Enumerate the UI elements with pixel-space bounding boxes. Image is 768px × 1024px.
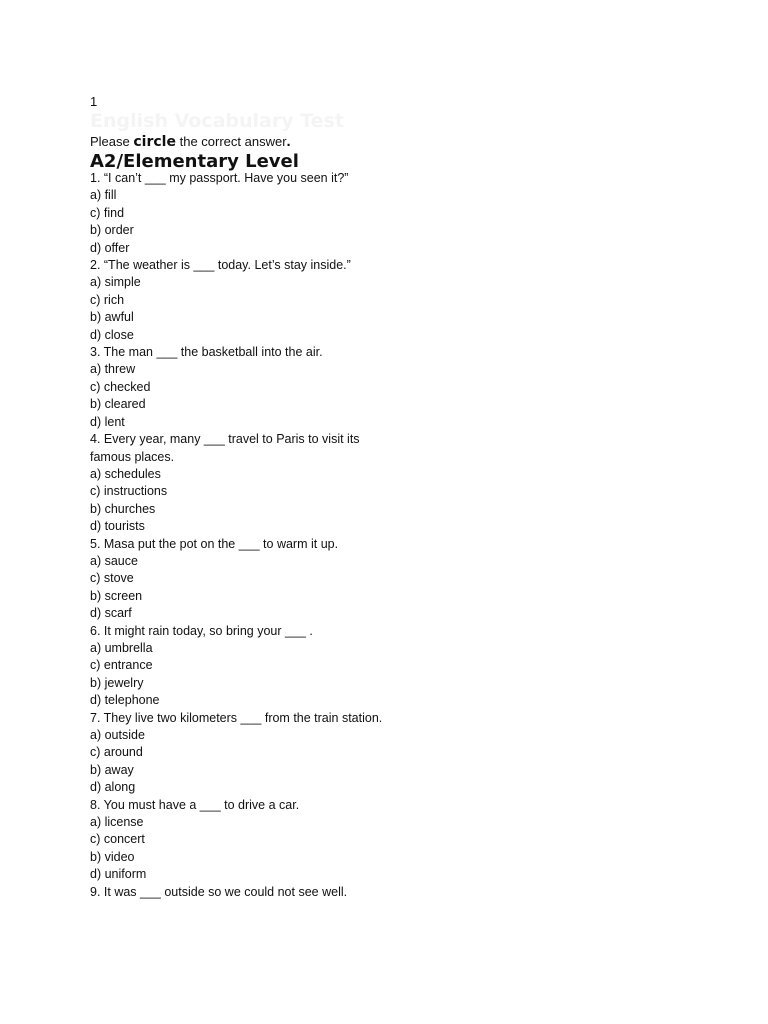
answer-option: a) fill [90,188,117,203]
question-text: 4. Every year, many ___ travel to Paris to visit its famous places. [90,432,360,464]
answer-option: b) video [90,849,135,864]
question-text: 9. It was ___ outside so we could not see well. [90,884,348,899]
answer-option: b) churches [90,501,156,516]
question-text: 3. The man ___ the basketball into the air. [90,345,323,360]
instruction-line [90,133,390,151]
answer-option: b) order [90,223,134,238]
question-text: 6. It might rain today, so bring your ___ . [90,623,313,638]
question-9 [90,884,390,901]
answer-option: d) along [90,780,136,795]
question-8 [90,797,390,884]
instruction-text-before: Please [90,134,134,149]
question-text: 8. You must have a ___ to drive a car. [90,797,300,812]
answer-option: a) schedules [90,466,161,481]
answer-option: d) scarf [90,606,132,621]
answer-option: b) jewelry [90,675,144,690]
answer-option: b) awful [90,310,134,325]
document-title: English Vocabulary Test [90,110,344,132]
question-1 [90,170,390,257]
question-list [90,170,390,901]
answer-option: a) simple [90,275,141,290]
instruction-text-after: the correct answer [175,134,287,149]
answer-option: c) rich [90,292,125,307]
question-text: 2. “The weather is ___ today. Let’s stay inside.” [90,258,351,273]
answer-option: c) checked [90,379,151,394]
answer-option: a) umbrella [90,640,153,655]
question-text: 1. “I can’t ___ my passport. Have you seen it?” [90,171,349,185]
answer-option: c) entrance [90,658,153,673]
answer-option: d) tourists [90,519,145,534]
answer-option: c) instructions [90,484,168,499]
document-page [90,93,390,901]
answer-option: d) telephone [90,693,160,708]
answer-option: b) away [90,762,134,777]
answer-option: a) threw [90,362,136,377]
question-text: 7. They live two kilometers ___ from the train station. [90,710,383,725]
answer-option: a) sauce [90,553,138,568]
question-4 [90,431,390,535]
question-7 [90,710,390,797]
question-text: 5. Masa put the pot on the ___ to warm it up. [90,536,339,551]
answer-option: b) screen [90,588,143,603]
answer-option: b) cleared [90,397,146,412]
question-2 [90,257,390,344]
level-heading: A2/Elementary Level [90,151,299,172]
answer-option: c) concert [90,832,145,847]
answer-option: d) close [90,327,134,342]
page-number: 1 [90,94,98,109]
instruction-period: . [286,133,291,150]
answer-option: d) uniform [90,867,147,882]
answer-option: c) around [90,745,143,760]
answer-option: c) find [90,205,125,220]
answer-option: a) outside [90,728,145,742]
answer-option: d) offer [90,240,130,255]
answer-option: a) license [90,815,144,830]
question-5 [90,536,390,623]
answer-option: d) lent [90,414,125,429]
instruction-emphasis: circle [133,134,176,150]
question-3 [90,344,390,431]
answer-option: c) stove [90,571,134,586]
question-6 [90,623,390,710]
